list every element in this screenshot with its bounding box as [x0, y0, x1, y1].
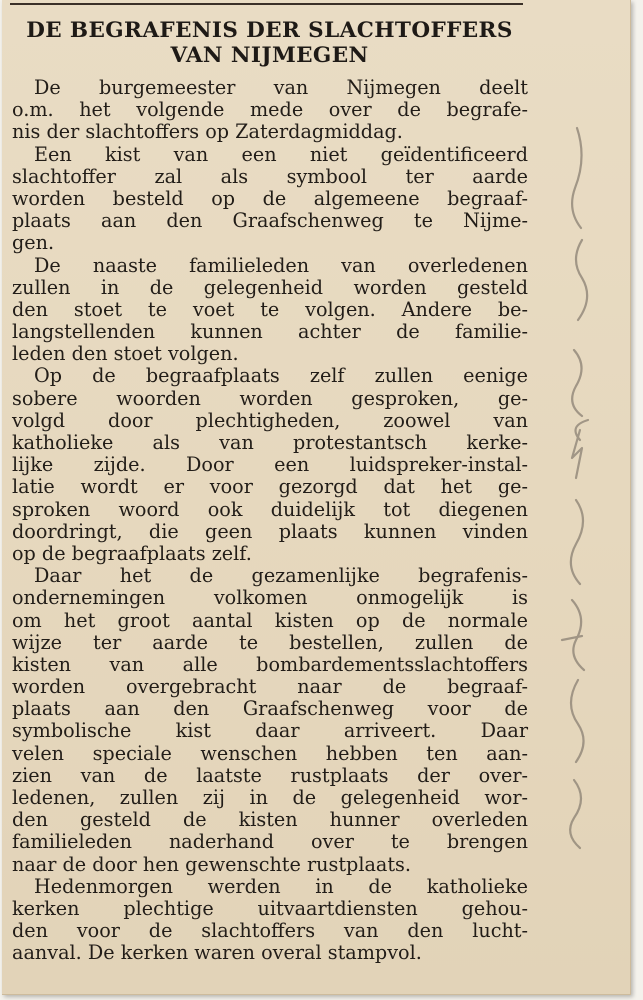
article-line: gen.: [12, 231, 55, 255]
article-line: den voor de slachtoffers van den lucht-: [12, 919, 528, 943]
article-line: ledenen, zullen zij in de gelegenheid wor-: [12, 786, 528, 809]
article-body: [12, 77, 528, 965]
article-line: worden overgebracht naar de begraaf-: [12, 675, 528, 699]
article-line: zullen in de gelegenheid worden gesteld: [12, 275, 528, 299]
newspaper-clipping: [2, 0, 631, 995]
article-paragraph: [12, 77, 528, 144]
article-line: nis der slachtoffers op Zaterdagmiddag.: [12, 120, 403, 144]
article-line: Op de begraafplaats zelf zullen eenige: [34, 364, 528, 388]
pencil-annotation: [522, 120, 632, 880]
article-paragraph: [12, 144, 528, 255]
article-line: zien van de laatste rustplaats der over-: [12, 763, 528, 787]
article-line: naar de door hen gewenschte rustplaats.: [12, 852, 412, 876]
article-paragraph: [12, 565, 528, 876]
article-line: o.m. het volgende mede over de begrafe-: [12, 98, 528, 122]
article-line: sproken woord ook duidelijk tot diegenen: [12, 497, 528, 521]
article-line: plaats aan den Graafschenweg te Nijme-: [12, 209, 528, 233]
article-line: sobere woorden worden gesproken, ge-: [12, 386, 528, 410]
article-paragraph: [12, 876, 528, 965]
article-line: op de begraafplaats zelf.: [12, 541, 252, 565]
article-line: slachtoffer zal als symbool ter aarde: [12, 164, 528, 188]
top-rule: [10, 3, 523, 5]
article-line: Een kist van een niet geïdentificeerd: [34, 142, 528, 166]
article-line: familieleden naderhand over te brengen: [12, 830, 528, 854]
article-line: worden besteld op de algemeene begraaf-: [12, 186, 528, 210]
article-line: Daar het de gezamenlijke begrafenis-: [34, 564, 528, 588]
article-line: leden den stoet volgen.: [12, 342, 239, 366]
article-line: De burgemeester van Nijmegen deelt: [34, 76, 528, 99]
article-line: doordringt, die geen plaats kunnen vinden: [12, 519, 528, 543]
article-line: kisten van alle bombardementsslachtoffers: [12, 652, 528, 676]
article-line: langstellenden kunnen achter de familie-: [12, 320, 528, 344]
article-line: wijze ter aarde te bestellen, zullen de: [12, 630, 528, 654]
article-line: den gesteld de kisten hunner overleden: [12, 808, 528, 832]
article-paragraph: [12, 365, 528, 565]
article-line: plaats aan den Graafschenweg voor de: [12, 697, 528, 721]
article-line: aanval. De kerken waren overal stampvol.: [12, 941, 422, 965]
title-line-1: DE BEGRAFENIS DER SLACHTOFFERS: [26, 18, 513, 43]
article-title: [12, 18, 527, 68]
article-line: ondernemingen volkomen onmogelijk is: [12, 586, 528, 610]
article-line: De naaste familieleden van overledenen: [34, 253, 528, 277]
article-line: velen speciale wenschen hebben ten aan-: [12, 741, 528, 765]
article-line: om het groot aantal kisten op de normale: [12, 608, 528, 632]
article-line: den stoet te voet te volgen. Andere be-: [12, 297, 528, 321]
article-line: kerken plechtige uitvaartdiensten gehou-: [12, 896, 528, 920]
article-line: katholieke als van protestantsch kerke-: [12, 431, 528, 454]
article-line: lijke zijde. Door een luidspreker-instal-: [12, 453, 528, 477]
article-line: symbolische kist daar arriveert. Daar: [12, 719, 528, 743]
article-line: Hedenmorgen werden in de katholieke: [34, 874, 528, 898]
title-line-2: VAN NIJMEGEN: [170, 43, 369, 68]
article-line: volgd door plechtigheden, zoowel van: [12, 408, 528, 432]
article-paragraph: [12, 255, 528, 366]
article-line: latie wordt er voor gezorgd dat het ge-: [12, 475, 528, 499]
